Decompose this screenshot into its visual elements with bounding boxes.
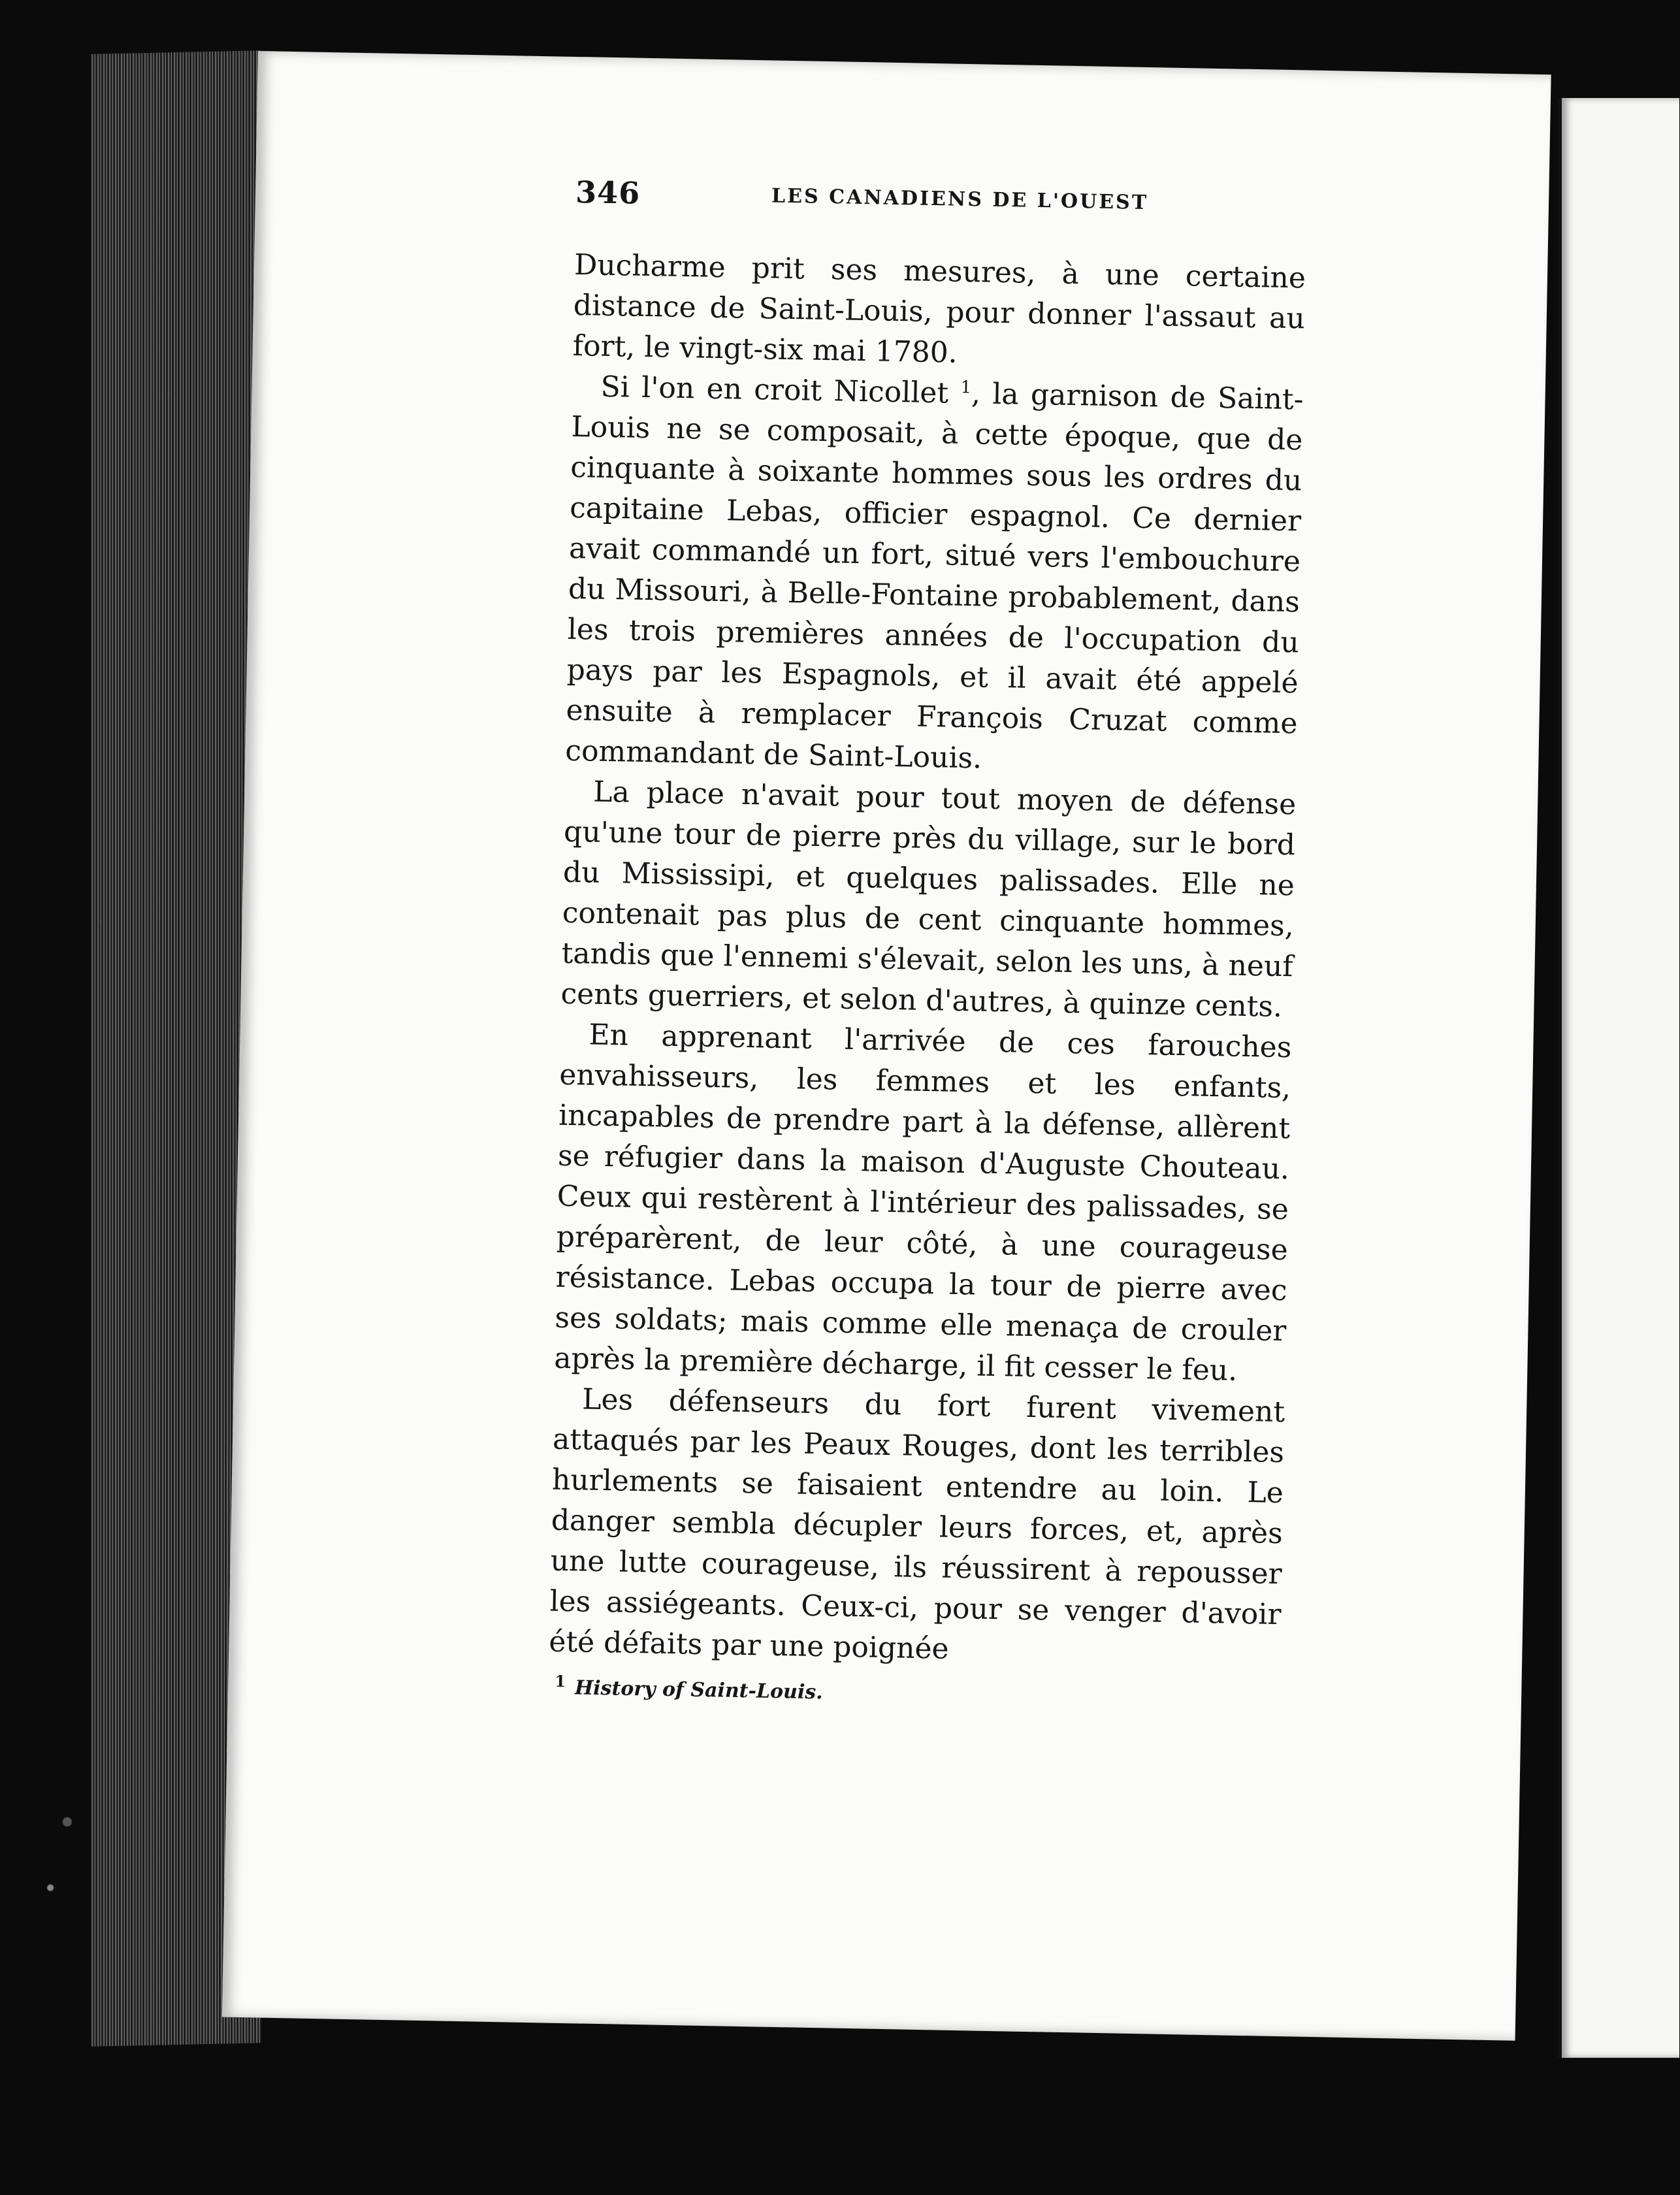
paragraph-text: En apprenant l'arrivée de ces farouches envahisseurs, les femmes et les enfants, incapables de prendre part à la défense, allèrent se réfugier dans la maison d'Auguste Chouteau. Ceux qui restèrent à l'intérieur des palissades, se préparèrent, de leur côté, à une courageuse résistance. Lebas occupa la tour de pierre avec ses soldats; mais comme elle menaça de crouler après la première décharge, il fit cesser le feu. (553, 1018, 1292, 1388)
paragraph-text: La place n'avait pour tout moyen de défense qu'une tour de pierre près du village, sur le bord du Mississipi, et quelques palissades. Elle ne contenait pas plus de cent cinquante hommes, tandis que l'ennemi s'élevait, selon les uns, à neuf cents guerriers, et selon d'autres, à quinze cents. (560, 775, 1297, 1024)
footnote-reference: 1 (960, 378, 972, 398)
paragraph-text: , la garnison de Saint-Louis ne se composait, à cette époque, que de cinquante à soixante hommes sous les ordres du capitaine Lebas, officier espagnol. Ce dernier avait commandé un fort, situé vers l'embouchure du Missouri, à Belle-Fontaine probablement, dans les trois premières années de l'occupation du pays par les Espagnols, et il avait été appelé ensuite à remplacer François Cruzat comme commandant de Saint-Louis. (564, 377, 1304, 775)
book-page (222, 51, 1551, 2041)
footnote-mark: 1 (555, 1671, 566, 1691)
body-paragraph (572, 245, 1306, 380)
facing-page-edge (1558, 98, 1679, 2058)
body-paragraph (554, 1015, 1292, 1392)
paragraph-text: Les défenseurs du fort furent vivement attaqués par les Peaux Rouges, dont les terribles hurlements se faisaient entendre au loin. Le danger sembla décupler leurs forces, et, après une lutte courageuse, ils réussirent à repousser les assiégeants. Ceux-ci, pour se venger d'avoir été défaits par une poignée (548, 1382, 1285, 1666)
paragraph-text: Ducharme prit ses mesures, à une certaine distance de Saint-Louis, pour donner l'assaut au fort, le vingt-six mai 1780. (572, 248, 1306, 370)
page-number: 346 (575, 174, 641, 211)
body-paragraph (549, 1379, 1285, 1676)
body-paragraph (565, 366, 1304, 785)
page-text-block (548, 174, 1308, 1712)
body-paragraph (560, 772, 1297, 1028)
body-text (549, 245, 1306, 1676)
footnote-text: History of Saint-Louis. (574, 1676, 823, 1704)
running-head (575, 174, 1307, 247)
footnote (548, 1672, 1280, 1713)
paragraph-text: Si l'on en croit Nicollet (600, 370, 961, 410)
running-title: LES CANADIENS DE L'OUEST (771, 184, 1149, 215)
